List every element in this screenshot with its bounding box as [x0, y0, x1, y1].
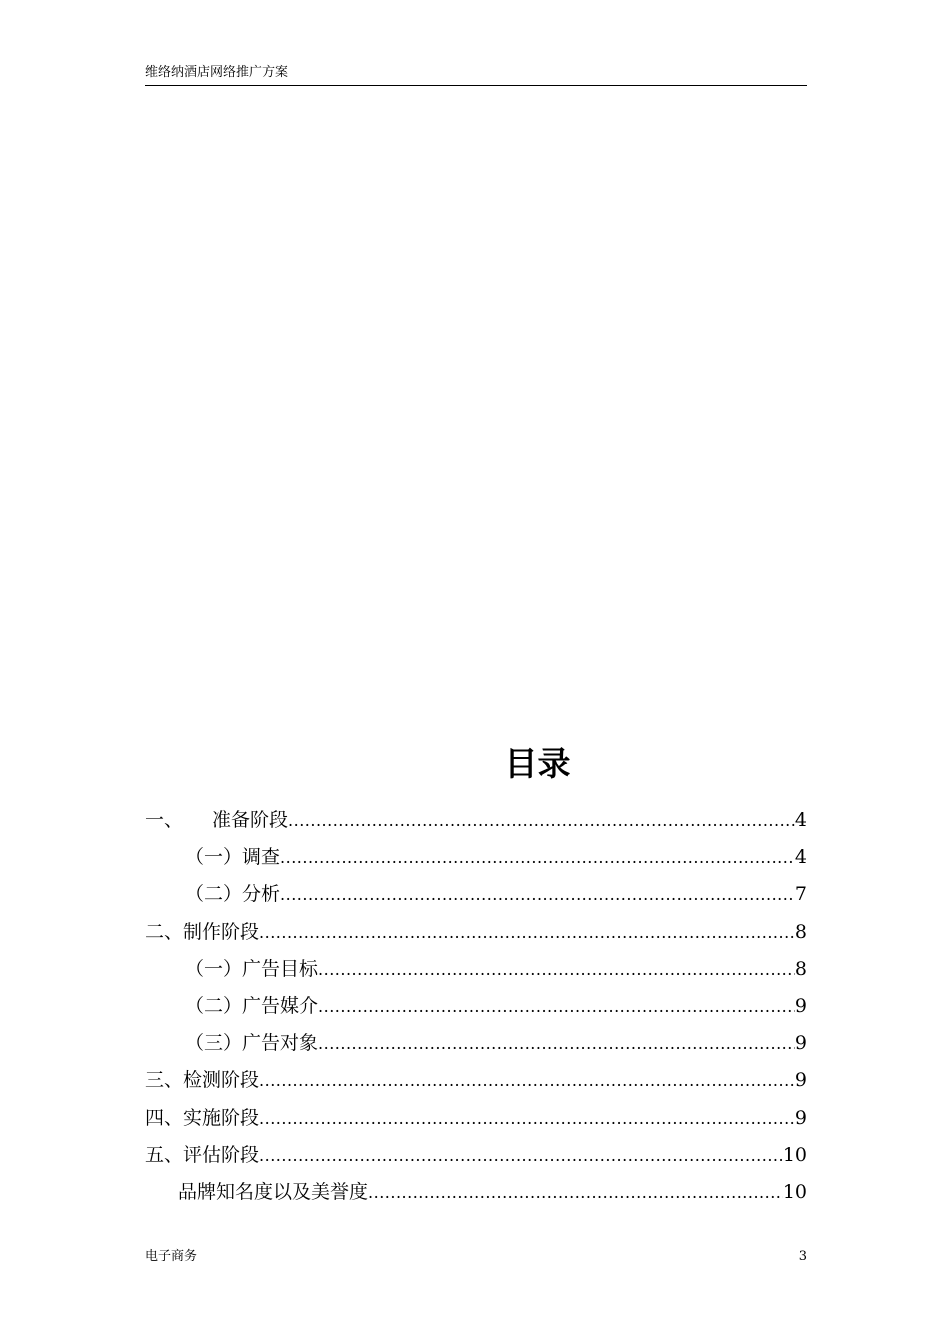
footer-text: 电子商务: [145, 1249, 198, 1264]
toc-entry-page: 7: [794, 883, 807, 906]
toc-entry-2-3[interactable]: [145, 1025, 807, 1062]
toc-entry-number: 一、: [145, 809, 184, 831]
toc-entry-page: 9: [794, 994, 807, 1017]
toc-entry-label: （二）广告媒介: [185, 994, 319, 1017]
toc-entry-page: 9: [794, 1106, 807, 1129]
toc-entry-5-1[interactable]: [145, 1174, 807, 1211]
toc-entry-page: 8: [794, 920, 807, 943]
toc-leader-dots: [259, 1100, 795, 1137]
toc-entry-label: （一）调查: [185, 846, 281, 869]
page-number: 3: [798, 1249, 807, 1264]
toc-entry-label: 品牌知名度以及美誉度: [178, 1180, 369, 1203]
toc-leader-dots: [318, 951, 795, 988]
toc-leader-dots: [318, 988, 795, 1025]
toc-entry-label: 四、实施阶段: [145, 1106, 260, 1129]
toc-leader-dots: [288, 802, 795, 839]
toc-leader-dots: [259, 914, 795, 951]
toc-entry-1-2[interactable]: [145, 876, 807, 913]
toc-leader-dots: [259, 1137, 783, 1174]
toc-entry-label: 二、制作阶段: [145, 920, 260, 943]
toc-leader-dots: [259, 1062, 795, 1099]
toc-leader-dots: [280, 839, 795, 876]
toc-entry-4[interactable]: [145, 1100, 807, 1137]
toc-entry-label: （二）分析: [185, 883, 281, 906]
toc-entry-2-1[interactable]: [145, 951, 807, 988]
toc-title: 目录: [504, 744, 571, 783]
toc-entry-page: 4: [794, 846, 807, 869]
toc-entry-1-1[interactable]: [145, 839, 807, 876]
toc-entry-label: （三）广告对象: [185, 1032, 319, 1055]
toc-entry-page: 4: [794, 809, 807, 831]
toc-entry-2[interactable]: [145, 914, 807, 951]
toc-entry-page: 9: [794, 1032, 807, 1055]
toc-leader-dots: [280, 876, 795, 913]
toc-entry-page: 8: [794, 957, 807, 980]
toc-entry-label: 准备阶段: [212, 809, 289, 831]
toc-leader-dots: [318, 1025, 795, 1062]
toc-entry-3[interactable]: [145, 1062, 807, 1099]
header-title: 维络纳酒店网络推广方案: [145, 65, 289, 80]
toc-entry-1[interactable]: [145, 802, 807, 839]
toc-entry-page: 10: [782, 1143, 807, 1166]
toc-entry-page: 10: [782, 1180, 807, 1203]
toc-entry-label: （一）广告目标: [185, 957, 319, 980]
table-of-contents: [145, 802, 807, 1211]
page-header: [145, 64, 807, 86]
toc-entry-label: 三、检测阶段: [145, 1069, 260, 1092]
toc-entry-page: 9: [794, 1069, 807, 1092]
toc-entry-5[interactable]: [145, 1137, 807, 1174]
toc-entry-label: 五、评估阶段: [145, 1143, 260, 1166]
toc-entry-2-2[interactable]: [145, 988, 807, 1025]
toc-leader-dots: [368, 1174, 783, 1211]
